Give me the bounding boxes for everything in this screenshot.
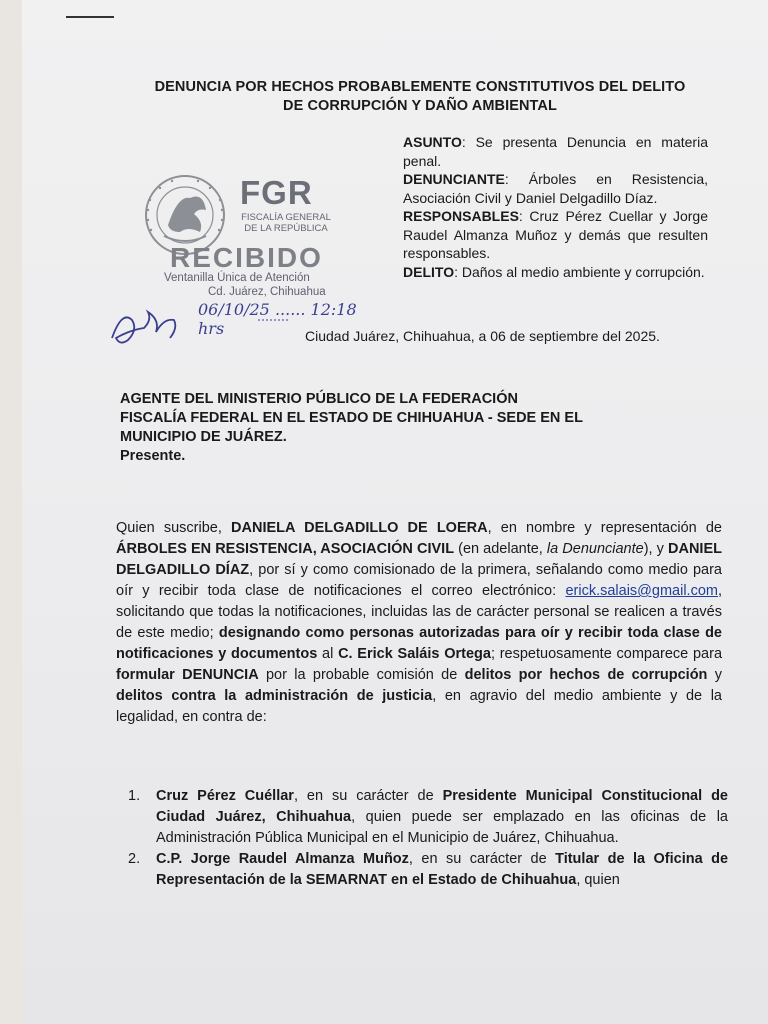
body-text-7: al [317, 646, 339, 662]
body-bold-6: formular DENUNCIA [116, 667, 259, 683]
list-number: 1. [128, 788, 141, 804]
body-bold-3: DANIEL DELGADILLO DÍAZ [116, 541, 722, 578]
body-text-9: por la probable comisión de [258, 667, 465, 683]
denunciante-text: : Árboles en Resistencia, Asociación Civil y Daniel Delgadillo Díaz. [403, 171, 708, 206]
addressee-block [120, 390, 700, 466]
case-info-block [403, 133, 708, 281]
addressee-line-1: AGENTE DEL MINISTERIO PÚBLICO DE LA FEDERACIÓN [120, 391, 518, 407]
denunciante-row [403, 170, 708, 207]
body-text-10: y [707, 667, 722, 683]
email-link[interactable]: erick.salais@gmail.com [565, 583, 718, 599]
list-number: 2. [128, 851, 141, 867]
top-rule [66, 16, 114, 18]
body-text-4: ), y [643, 541, 668, 557]
body-bold-4: designando como personas autorizadas para oír y recibir toda clase de notificaciones y documentos [116, 625, 723, 662]
asunto-row [403, 133, 708, 170]
delito-label: DELITO [403, 263, 455, 280]
body-text-3: (en adelante, [454, 541, 547, 557]
body-bold-8: delitos contra la administración de justicia [116, 688, 433, 704]
list-text: , quien [576, 872, 620, 888]
delito-text: : Daños al medio ambiente y corrupción. [454, 263, 705, 280]
ventanilla-text: Ventanilla Única de Atención [164, 272, 310, 284]
list-text: , en su carácter de [293, 788, 443, 804]
body-text-1: Quien suscribe, [116, 520, 232, 536]
addressee-line-2: FISCALÍA FEDERAL EN EL ESTADO DE CHIHUAHUA - SEDE EN EL [120, 410, 583, 426]
list-bold-name: C.P. Jorge Raudel Almanza Muñoz [156, 851, 409, 867]
addressee-presente [120, 447, 700, 466]
title-line-2: DE CORRUPCIÓN Y DAÑO AMBIENTAL [283, 98, 557, 114]
list-item [128, 849, 728, 891]
body-bold-5: C. Erick Saláis Ortega [338, 646, 491, 662]
body-italic-1: la Denunciante [546, 541, 644, 557]
list-text: , quien puede ser emplazado en las oficinas de la Administración Pública Municipal en el Municipio de Juárez, Chihuahua. [156, 809, 728, 846]
body-text-6: , solicitando que todas la notificaciones, incluidas las de carácter personal se realicen a través de este medio; [116, 583, 722, 641]
body-text-5: , por sí y como comisionado de la primera, señalando como medio para oír y recibir toda clase de notificaciones el correo electrónico: [116, 562, 722, 599]
body-text-8: ; respetuosamente comparece para [490, 646, 723, 662]
fgr-subtitle: FISCALÍA GENERAL DE LA REPÚBLICA [241, 212, 331, 234]
document-title [120, 78, 720, 116]
body-bold-7: delitos por hechos de corrupción [464, 667, 708, 683]
denunciante-label: DENUNCIANTE [403, 171, 505, 187]
responsables-row [403, 207, 708, 263]
responsables-text: : Cruz Pérez Cuellar y Jorge Raudel Almanza Muñoz y demás que resulten responsables. [403, 208, 708, 261]
list-item [128, 786, 728, 849]
body-bold-2: ÁRBOLES EN RESISTENCIA, ASOCIACIÓN CIVIL [116, 541, 455, 557]
respondents-list [128, 786, 728, 891]
place-and-date: Ciudad Juárez, Chihuahua, a 06 de septiembre del 2025. [305, 328, 660, 344]
complaint-body-paragraph [116, 518, 722, 728]
asunto-text: : Se presenta Denuncia en materia penal. [403, 134, 708, 169]
signature-scrawl [112, 312, 175, 343]
delito-row [403, 263, 708, 282]
body-bold-1: DANIELA DELGADILLO DE LOERA [231, 520, 488, 536]
asunto-label: ASUNTO [403, 134, 462, 150]
list-bold-role: Presidente Municipal Constitucional de Ciudad Juárez, Chihuahua [156, 788, 728, 825]
body-text-2: , en nombre y representación de [487, 520, 722, 536]
body-text-11: , en agravio del medio ambiente y de la legalidad, en contra de: [116, 688, 722, 725]
list-bold-role: Titular de la Oficina de Representación de la SEMARNAT en el Estado de Chihuahua [156, 851, 729, 888]
presente-text: Presente. [120, 448, 186, 464]
ciudad-text: Cd. Juárez, Chihuahua [208, 286, 326, 298]
list-bold-name: Cruz Pérez Cuéllar [156, 788, 294, 804]
fgr-logo-text: FGR [240, 174, 313, 211]
list-text: , en su carácter de [408, 851, 556, 867]
recibido-text: RECIBIDO [170, 242, 323, 273]
responsables-label: RESPONSABLES [403, 208, 519, 224]
handwritten-date: 06/10/25 ...... 12:18 hrs [198, 300, 357, 338]
addressee-line-3: MUNICIPIO DE JUÁREZ. [120, 429, 287, 445]
title-line-1: DENUNCIA POR HECHOS PROBABLEMENTE CONSTITUTIVOS DEL DELITO [154, 79, 686, 95]
